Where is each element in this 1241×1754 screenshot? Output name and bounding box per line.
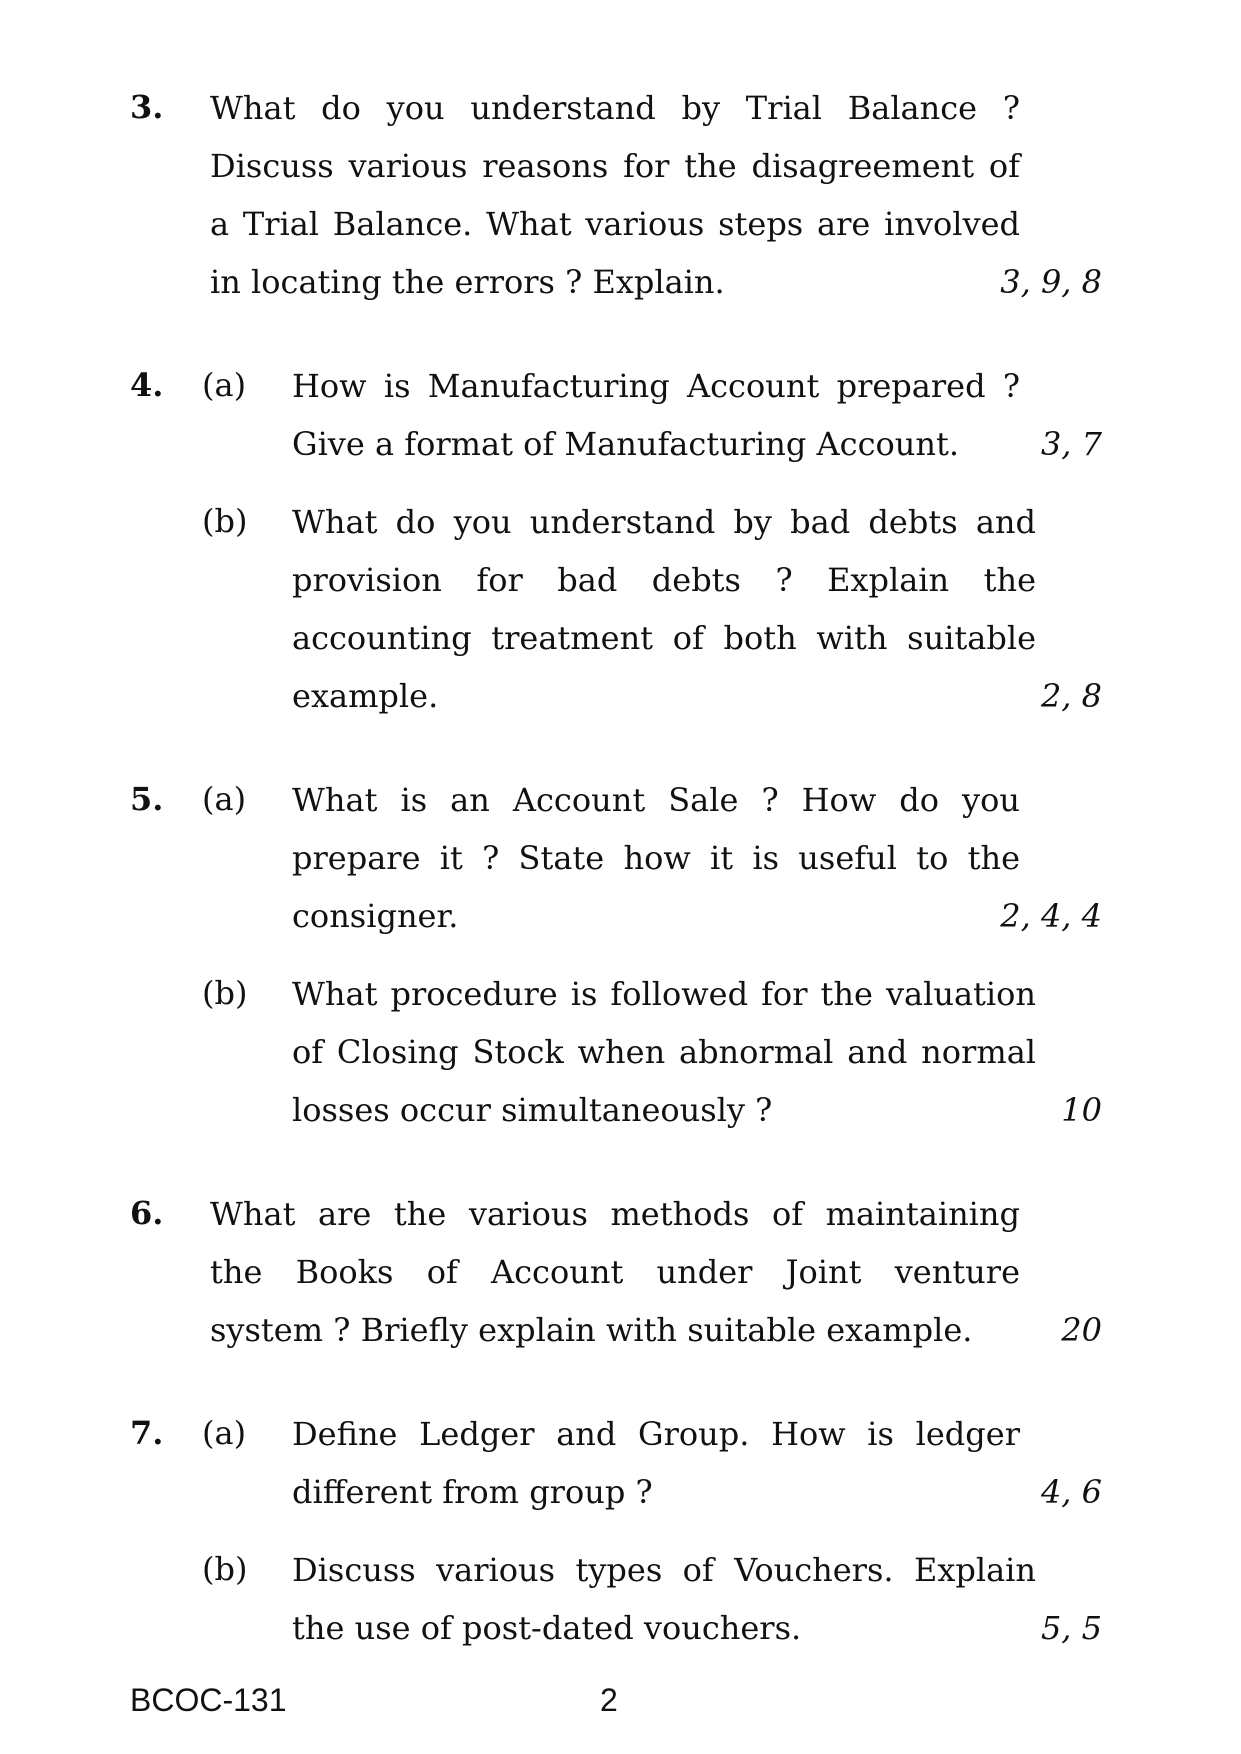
- question-text-line: Define Ledger and Group. How is ledger: [292, 1415, 1020, 1453]
- question-number: 5.: [130, 780, 164, 818]
- question-text-line: What do you understand by Trial Balance ?: [210, 89, 1020, 127]
- question-text-line: Discuss various types of Vouchers. Explain: [292, 1551, 1036, 1589]
- question-text-line: What is an Account Sale ? How do you: [292, 781, 1020, 819]
- question-text-line: the Books of Account under Joint venture: [210, 1253, 1020, 1291]
- question-text-line: What procedure is followed for the valuation: [292, 975, 1036, 1013]
- question-marks: 20: [1061, 1311, 1102, 1349]
- question-text-line: Give a format of Manufacturing Account.: [292, 425, 960, 463]
- question-marks: 2, 4, 4: [1000, 897, 1102, 935]
- question-marks: 5, 5: [1040, 1609, 1102, 1647]
- question-text-line: What do you understand by bad debts and: [292, 503, 1036, 541]
- part-label: (b): [202, 1550, 248, 1588]
- part-label: (a): [202, 366, 247, 404]
- question-marks: 3, 7: [1040, 425, 1102, 463]
- course-code: BCOC-131: [130, 1682, 287, 1718]
- question-number: 3.: [130, 88, 164, 126]
- question-text-line: the use of post-dated vouchers.: [292, 1609, 802, 1647]
- question-marks: 3, 9, 8: [1000, 263, 1102, 301]
- question-marks: 4, 6: [1040, 1473, 1102, 1511]
- question-text-line: different from group ?: [292, 1473, 653, 1511]
- page-number: 2: [600, 1682, 618, 1718]
- question-text-line: system ? Briefly explain with suitable example.: [210, 1311, 973, 1349]
- question-text-line: losses occur simultaneously ?: [292, 1091, 773, 1129]
- question-text-line: provision for bad debts ? Explain the: [292, 561, 1036, 599]
- question-text-line: accounting treatment of both with suitable: [292, 619, 1036, 657]
- question-text-line: in locating the errors ? Explain.: [210, 263, 725, 301]
- question-text-line: a Trial Balance. What various steps are involved: [210, 205, 1020, 243]
- part-label: (a): [202, 1414, 247, 1452]
- question-text-line: Discuss various reasons for the disagreement of: [210, 147, 1020, 185]
- question-marks: 2, 8: [1040, 677, 1102, 715]
- question-text-line: prepare it ? State how it is useful to the: [292, 839, 1020, 877]
- question-text-line: What are the various methods of maintaining: [210, 1195, 1020, 1233]
- question-text-line: of Closing Stock when abnormal and normal: [292, 1033, 1036, 1071]
- question-number: 7.: [130, 1414, 164, 1452]
- question-number: 4.: [130, 366, 164, 404]
- question-number: 6.: [130, 1194, 164, 1232]
- part-label: (a): [202, 780, 247, 818]
- question-text-line: How is Manufacturing Account prepared ?: [292, 367, 1020, 405]
- part-label: (b): [202, 502, 248, 540]
- part-label: (b): [202, 974, 248, 1012]
- question-text-line: consigner.: [292, 897, 459, 935]
- question-text-line: example.: [292, 677, 439, 715]
- question-marks: 10: [1061, 1091, 1102, 1129]
